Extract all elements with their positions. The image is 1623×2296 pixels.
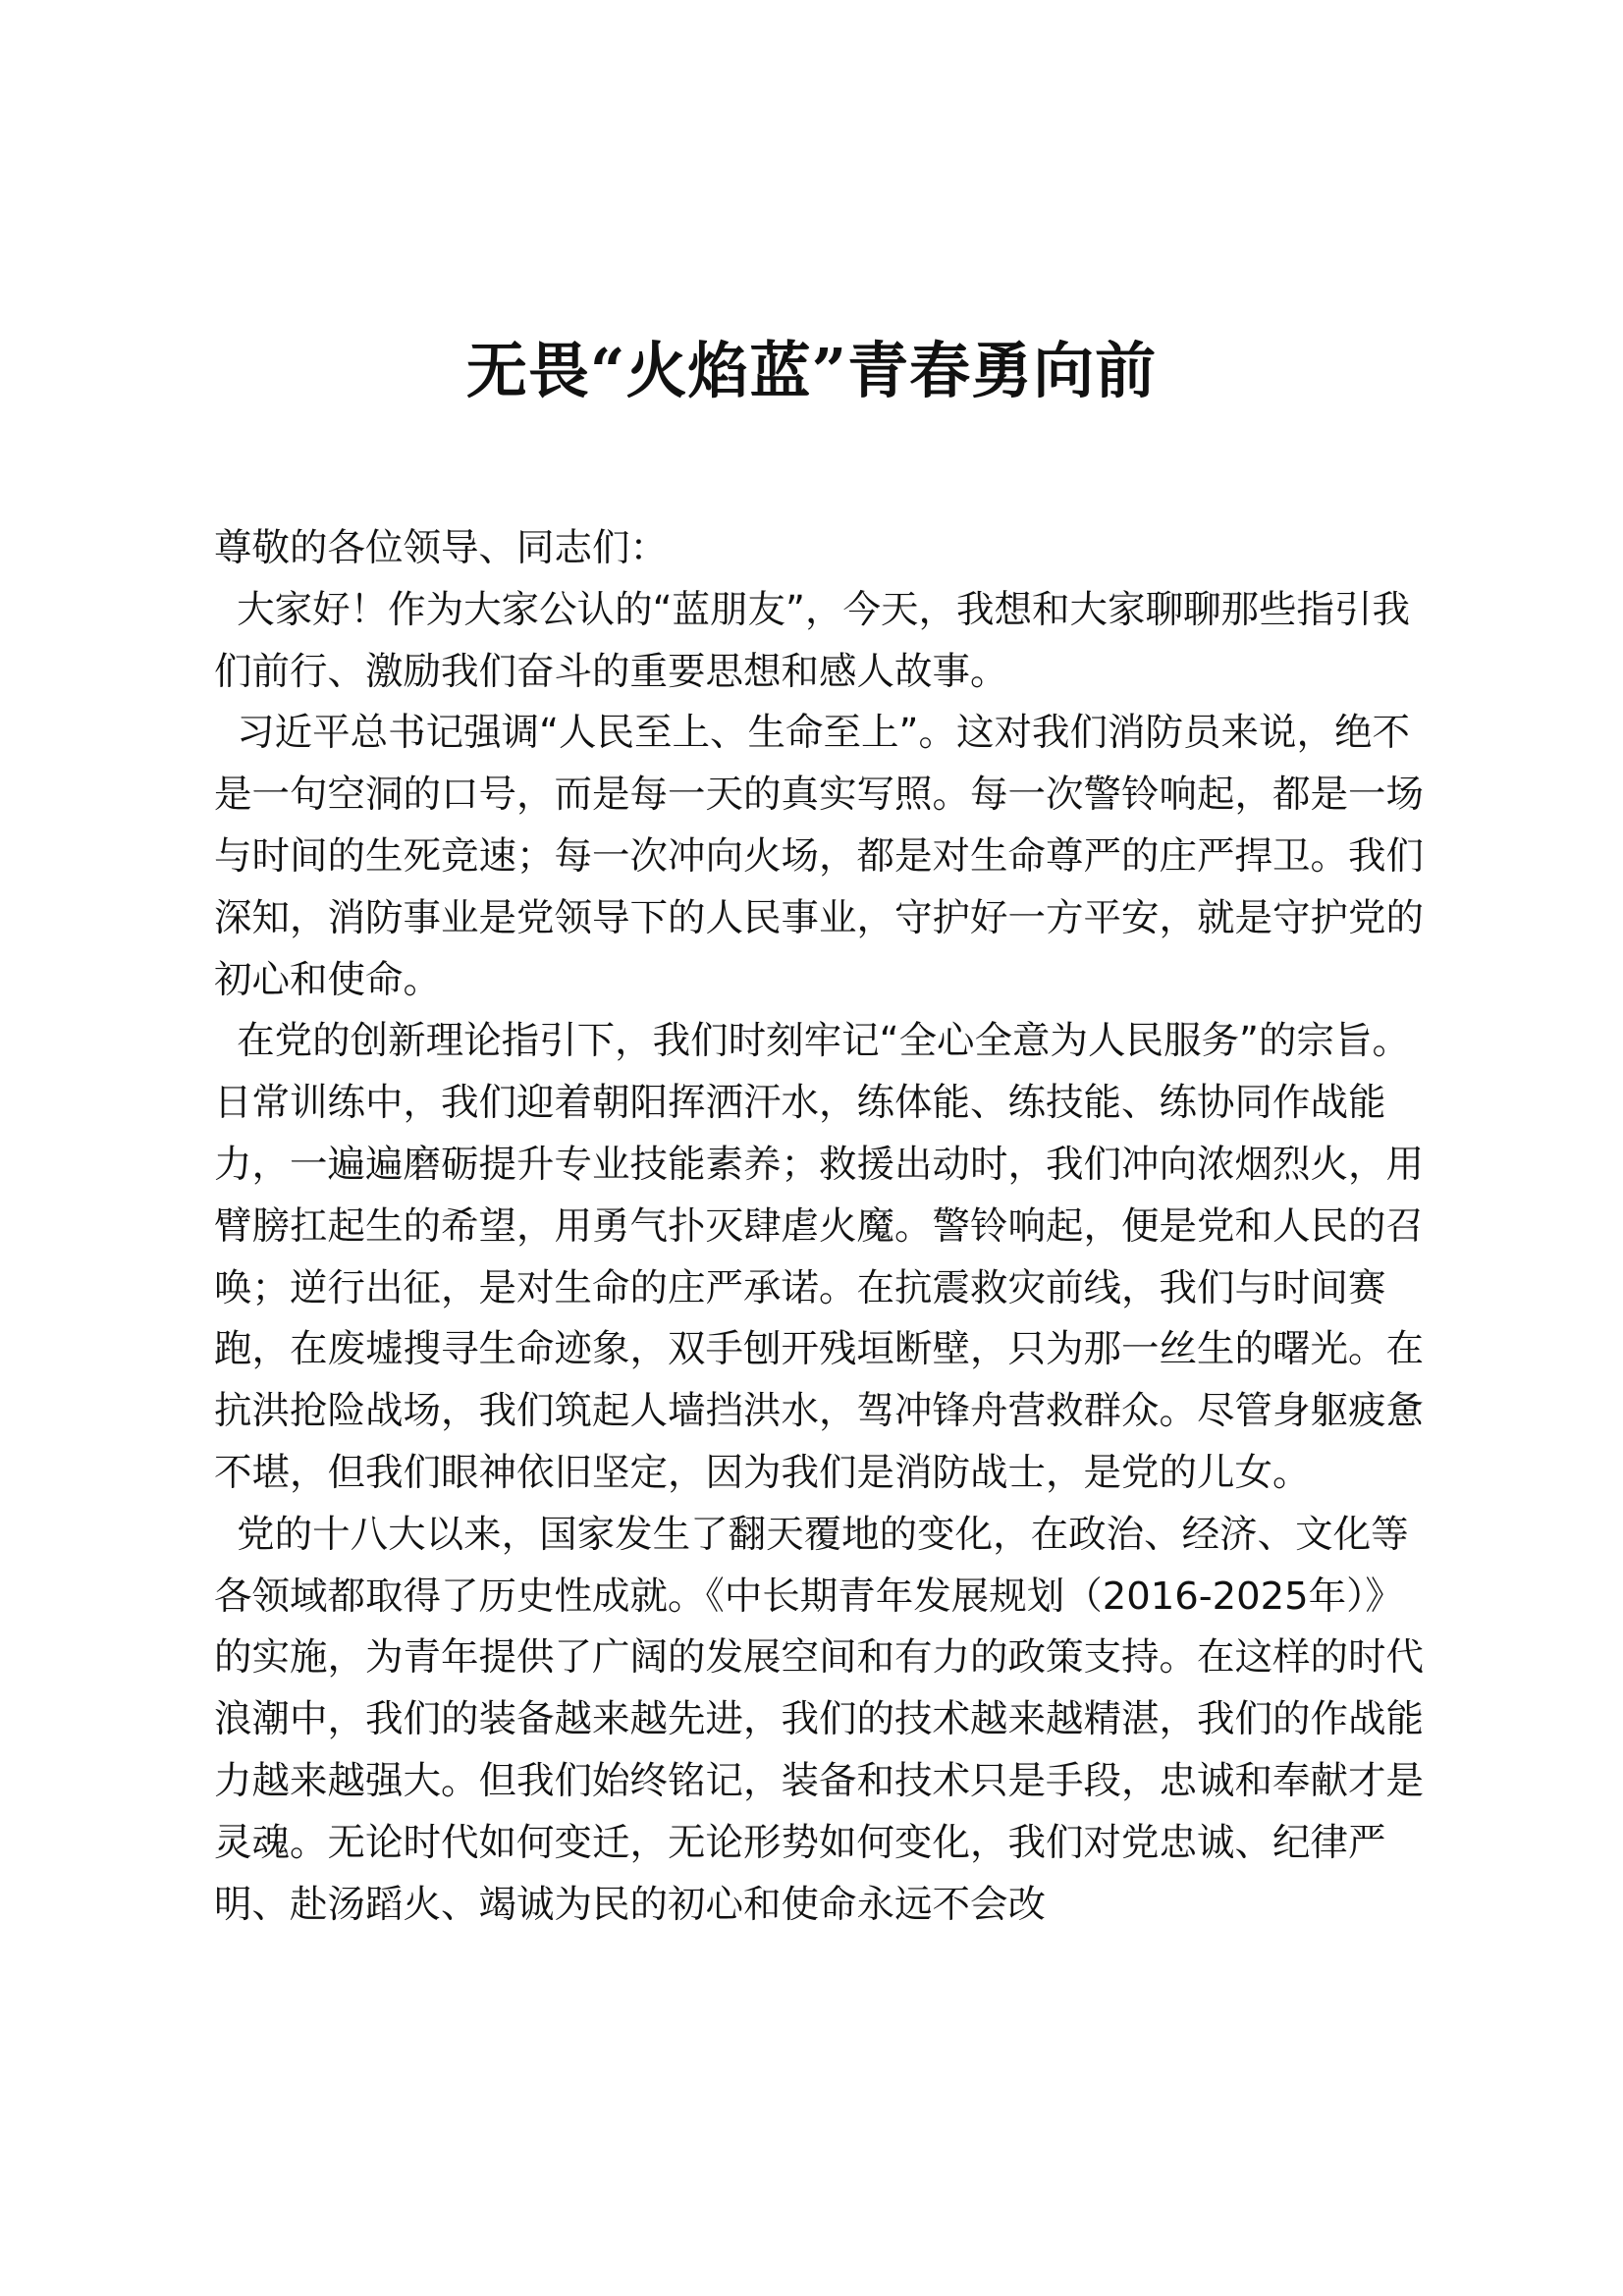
- speech-body: [214, 518, 1432, 1936]
- page-title: 无畏“火焰蓝”青春勇向前: [465, 335, 1158, 406]
- paragraph-serve-the-people: 在党的创新理论指引下，我们时刻牢记“全心全意为人民服务”的宗旨。日常训练中，我们迎着朝阳挥洒汗水，练体能、练技能、练协同作战能力，一遍遍磨砺提升专业技能素养；救援出动时，我们冲向浓烟烈火，用臂膀扛起生的希望，用勇气扑灭肆虐火魔。警铃响起，便是党和人民的召唤；逆行出征，是对生命的庄严承诺。在抗震救灾前线，我们与时间赛跑，在废墟搜寻生命迹象，双手刨开残垣断壁，只为那一丝生的曙光。在抗洪抢险战场，我们筑起人墙挡洪水，驾冲锋舟营救群众。尽管身躯疲惫不堪，但我们眼神依旧坚定，因为我们是消防战士，是党的儿女。: [214, 1019, 1425, 1495]
- paragraph-people-first: 习近平总书记强调“人民至上、生命至上”。这对我们消防员来说，绝不是一句空洞的口号，而是每一天的真实写照。每一次警铃响起，都是一场与时间的生死竞速；每一次冲向火场，都是对生命尊严的庄严捍卫。我们深知，消防事业是党领导下的人民事业，守护好一方平安，就是守护党的初心和使命。: [214, 711, 1425, 1002]
- salutation: 尊敬的各位领导、同志们：: [214, 526, 669, 570]
- paragraph-greeting: 大家好！作为大家公认的“蓝朋友”，今天，我想和大家聊聊那些指引我们前行、激励我们奋斗的重要思想和感人故事。: [214, 587, 1410, 694]
- paragraph-new-era: 党的十八大以来，国家发生了翻天覆地的变化，在政治、经济、文化等各领域都取得了历史性成就。《中长期青年发展规划（2016-2025年）》的实施，为青年提供了广阔的发展空间和有力的政策支持。在这样的时代浪潮中，我们的装备越来越先进，我们的技术越来越精湛，我们的作战能力越来越强大。但我们始终铭记，装备和技术只是手段，忠诚和奉献才是灵魂。无论时代如何变迁，无论形势如何变化，我们对党忠诚、纪律严明、赴汤蹈火、竭诚为民的初心和使命永远不会改: [214, 1512, 1425, 1927]
